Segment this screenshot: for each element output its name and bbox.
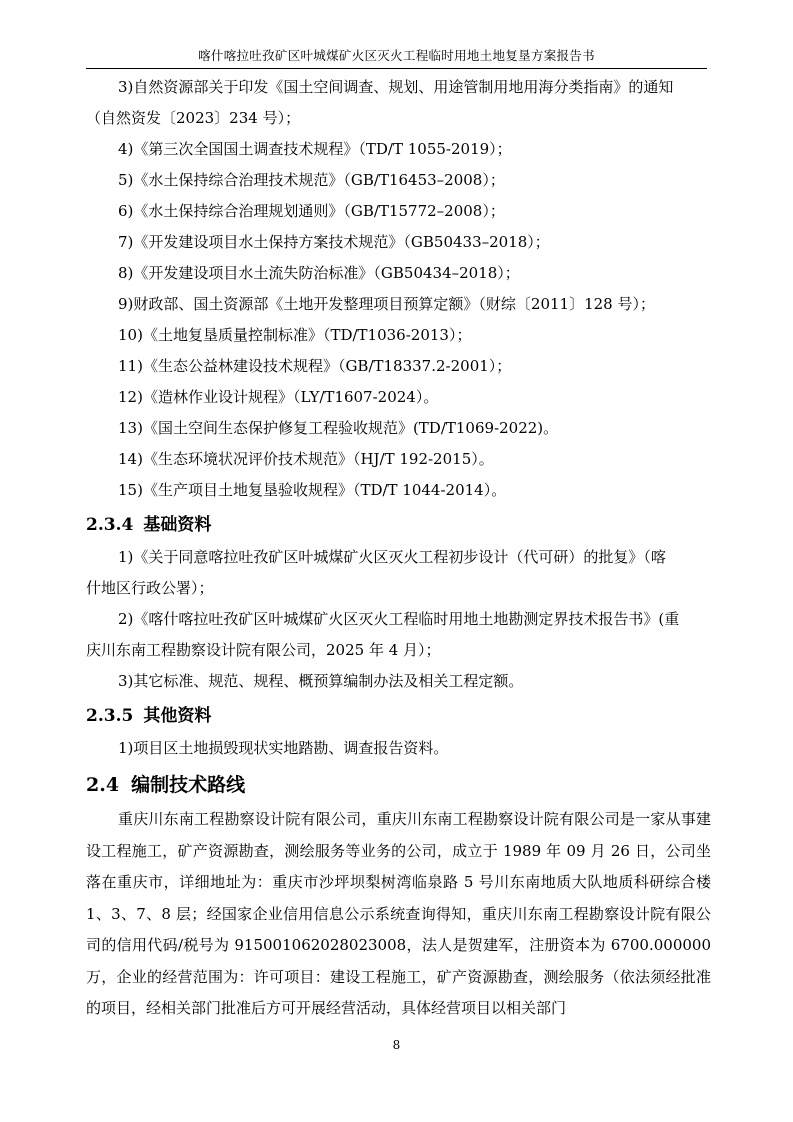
- list-item: 15)《生产项目土地复垦验收规程》（TD/T 1044-2014）。: [118, 481, 507, 499]
- list-item: 9)财政部、国土资源部《土地开发整理项目预算定额》（财综〔2011〕128 号）；: [118, 295, 655, 313]
- list-item: 4)《第三次全国国土调查技术规程》（TD/T 1055-2019）；: [118, 140, 512, 158]
- list-item: 8)《开发建设项目水土流失防治标准》（GB50434–2018）；: [118, 264, 520, 282]
- list-item: 14)《生态环境状况评价技术规范》（HJ/T 192-2015）。: [118, 450, 494, 468]
- section-number: 2.3.5: [86, 706, 134, 726]
- list-item: 6)《水土保持综合治理规划通则》（GB/T15772–2008）；: [118, 202, 505, 220]
- list-item: 12)《造林作业设计规程》（LY/T1607-2024）。: [118, 388, 439, 406]
- page-number: 8: [392, 1038, 401, 1052]
- body-paragraph: 重庆川东南工程勘察设计院有限公司，重庆川东南工程勘察设计院有限公司是一家从事建设工程施工，矿产资源勘查，测绘服务等业务的公司，成立于 1989 年 09 月 26 日，公司坐落在重庆市，详细地址为：重庆市沙坪坝梨树湾临泉路 5 号川东南地质大队地质科研综合楼 1、3、7、8 层；经国家企业信用信息公示系统查询得知，重庆川东南工程勘察设计院有限公司的信用代码/税号为 915001062028023008，法人是贺建军，注册资本为 6700.000000 万，企业的经营范围为：许可项目：建设工程施工，矿产资源勘查，测绘服务（依法须经批准的项目，经相关部门批准后方可开展经营活动，具体经营项目以相关部门: [86, 810, 711, 1017]
- list-item: 13)《国土空间生态保护修复工程验收规范》(TD/T1069-2022)。: [118, 419, 559, 437]
- list-item: 1)项目区土地损毁现状实地踏勘、调查报告资料。: [118, 739, 449, 757]
- section-heading-2-4: [86, 766, 711, 804]
- section-heading-2-3-4: [86, 508, 711, 542]
- list-item: 2)《喀什喀拉吐孜矿区叶城煤矿火区灭火工程临时用地土地勘测定界技术报告书》(重: [118, 610, 680, 628]
- list-item: 1)《关于同意喀拉吐孜矿区叶城煤矿火区灭火工程初步设计（代可研）的批复》（喀: [118, 548, 666, 566]
- section-title: 编制技术路线: [131, 774, 246, 796]
- section-number: 2.4: [86, 774, 120, 796]
- section-title: 基础资料: [143, 515, 212, 535]
- list-item-continuation: 什地区行政公署）；: [86, 579, 214, 597]
- list-item: 10)《土地复垦质量控制标准》（TD/T1036-2013）；: [118, 326, 472, 344]
- section-heading-2-3-5: [86, 699, 711, 733]
- list-item: 11)《生态公益林建设技术规程》（GB/T18337.2-2001）；: [118, 357, 512, 375]
- page-content: [86, 72, 711, 1025]
- list-item: 3)自然资源部关于印发《国土空间调查、规划、用途管制用地用海分类指南》的通知: [118, 78, 674, 96]
- list-item: 3)其它标准、规范、规程、概预算编制办法及相关工程定额。: [118, 672, 524, 690]
- list-item: 7)《开发建设项目水土保持方案技术规范》（GB50433–2018）；: [118, 233, 550, 251]
- list-item-continuation: 庆川东南工程勘察设计院有限公司，2025 年 4 月）；: [86, 641, 441, 659]
- section-title: 其他资料: [143, 706, 212, 726]
- running-header: 喀什喀拉吐孜矿区叶城煤矿火区灭火工程临时用地土地复垦方案报告书: [86, 46, 707, 69]
- list-item: 5)《水土保持综合治理技术规范》（GB/T16453–2008）；: [118, 171, 505, 189]
- section-number: 2.3.4: [86, 515, 134, 535]
- list-item-continuation: （自然资发〔2023〕234 号）；: [86, 109, 301, 127]
